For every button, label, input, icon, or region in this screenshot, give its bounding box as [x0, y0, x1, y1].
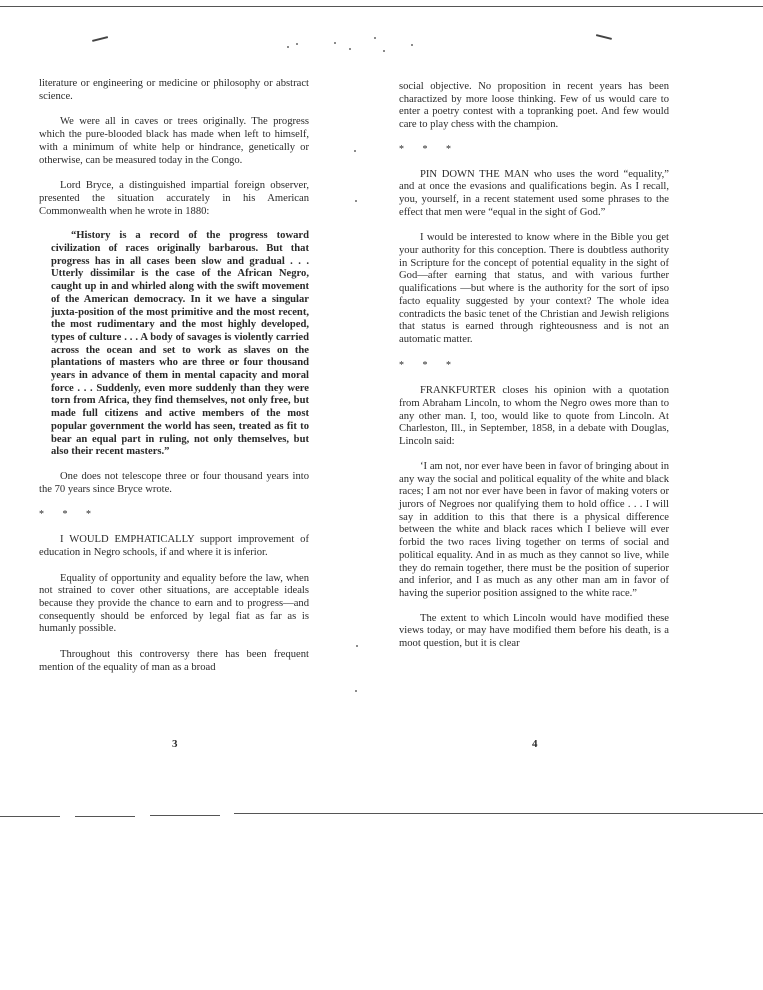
left-paragraph-7: Throughout this controversy there has been frequent mention of the equality of man as a broad [39, 649, 309, 673]
bryce-quote: “History is a record of the progress toward civilization of races originally barbarous. But that progress has in all cases been slow and gradual . . . Utterly dissimilar is the case of the African Negro, caught up in and whirled along with the swift movement of the American democracy. In it we have a singular juxta-position of the most primitive and the most recent, the most rudimentary and the most highly developed, types of culture . . . A body of savages is violently carried across the ocean and set to work as slaves on the plantations of masters who are three or four thousand years in advance of them in mental capacity and moral force . . . Suddenly, even more suddenly than they were torn from Africa, they find themselves, not only free, but made full citizens and active members of the most popular government the world has seen, treated as fit to bear an equal part in ruling, not only themselves, but also their recent masters.” [51, 230, 309, 458]
bottom-rule-left-2 [75, 816, 135, 817]
page-number-right: 4 [532, 738, 538, 750]
left-paragraph-4: One does not telescope three or four thousand years into the 70 years since Bryce wrote. [39, 470, 309, 495]
right-column [399, 81, 669, 651]
left-paragraph-2: We were all in caves or trees originally. The progress which the pure-blooded black has made when left to himself, with a minimum of white help or hindrance, genetically or otherwise, can be measured today in the Congo. [39, 116, 309, 166]
right-paragraph-6: The extent to which Lincoln would have modified these views today, or may have modified them before his death, is a moot question, but it is clear [399, 612, 669, 650]
right-paragraph-1: social objective. No proposition in recent years has been charactized by more loose thinking. Few of us would care to enter a poetry contest with a topranking poet. And few would care to play chess with the champion. [399, 81, 669, 131]
right-paragraph-3: I would be interested to know where in the Bible you get your authority for this conception. There is doubtless authority in Scripture for the concept of potential equality in the sight of God—after earning that status, and with various further qualifications —but where is the authority for the sort of ipso facto equality suggested by your context? The whole idea contradicts the basic tenet of the Christian and Jewish religions that status is earned through righteousness and is not an automatic matter. [399, 232, 669, 345]
left-paragraph-6: Equality of opportunity and equality before the law, when not strained to cover other situations, are acceptable ideals because they provide the chance to earn and to progress—and consequently should be enforced by legal fiat as far as is humanly possible. [39, 572, 309, 635]
section-divider-stars: * * * [399, 143, 459, 155]
top-edge-rule [0, 6, 763, 7]
left-column [39, 78, 309, 674]
left-paragraph-5: I WOULD EMPHATICALLY support improvement of education in Negro schools, if and where it is inferior. [39, 534, 309, 558]
speck [287, 46, 289, 48]
speck [355, 690, 357, 692]
speck [334, 42, 336, 44]
section-divider-stars: * * * [399, 359, 459, 371]
speck [356, 645, 358, 647]
speck [354, 150, 356, 152]
left-paragraph-3: Lord Bryce, a distinguished impartial foreign observer, presented the situation accurately in his American Commonwealth when he wrote in 1880: [39, 180, 309, 217]
bottom-rule-right [234, 813, 763, 814]
fold-mark-left [92, 36, 108, 41]
section-divider-stars: * * * [39, 509, 99, 521]
speck [411, 44, 413, 46]
bottom-rule-left-3 [150, 815, 220, 816]
left-paragraph-1: literature or engineering or medicine or philosophy or abstract science. [39, 78, 309, 102]
speck [296, 43, 298, 45]
page-number-left: 3 [172, 738, 178, 750]
right-paragraph-2: PIN DOWN THE MAN who uses the word “equality,” and at once the evasions and qualifications begin. As I recall, you, yourself, in a recent statement used some phrases to the effect that men were “equal in the sight of God.” [399, 168, 669, 218]
right-paragraph-4: FRANKFURTER closes his opinion with a quotation from Abraham Lincoln, to whom the Negro owes more than to any other man. I, too, would like to quote from Lincoln. At Charleston, Ill., in September, 1858, in a debate with Douglas, Lincoln said: [399, 385, 669, 448]
lincoln-quote: ‘I am not, nor ever have been in favor of bringing about in any way the social and political equality of the white and black races; I am not nor ever have been in favor of making voters or jurors of Negroes nor qualifying them to hold office . . . I will say in addition to this that there is a physical difference between the white and black races which I believe will ever forbid the two races living together on terms of social and political equality. And in as much as they cannot so live, while they do remain together, there must be the position of superior and inferior, and I as much as any other man am in favor of having the superior position assigned to the white race.” [399, 460, 669, 599]
fold-mark-right [596, 34, 612, 39]
speck [349, 48, 351, 50]
speck [374, 37, 376, 39]
speck [355, 200, 357, 202]
bottom-rule-left-1 [0, 816, 60, 817]
speck [383, 50, 385, 52]
